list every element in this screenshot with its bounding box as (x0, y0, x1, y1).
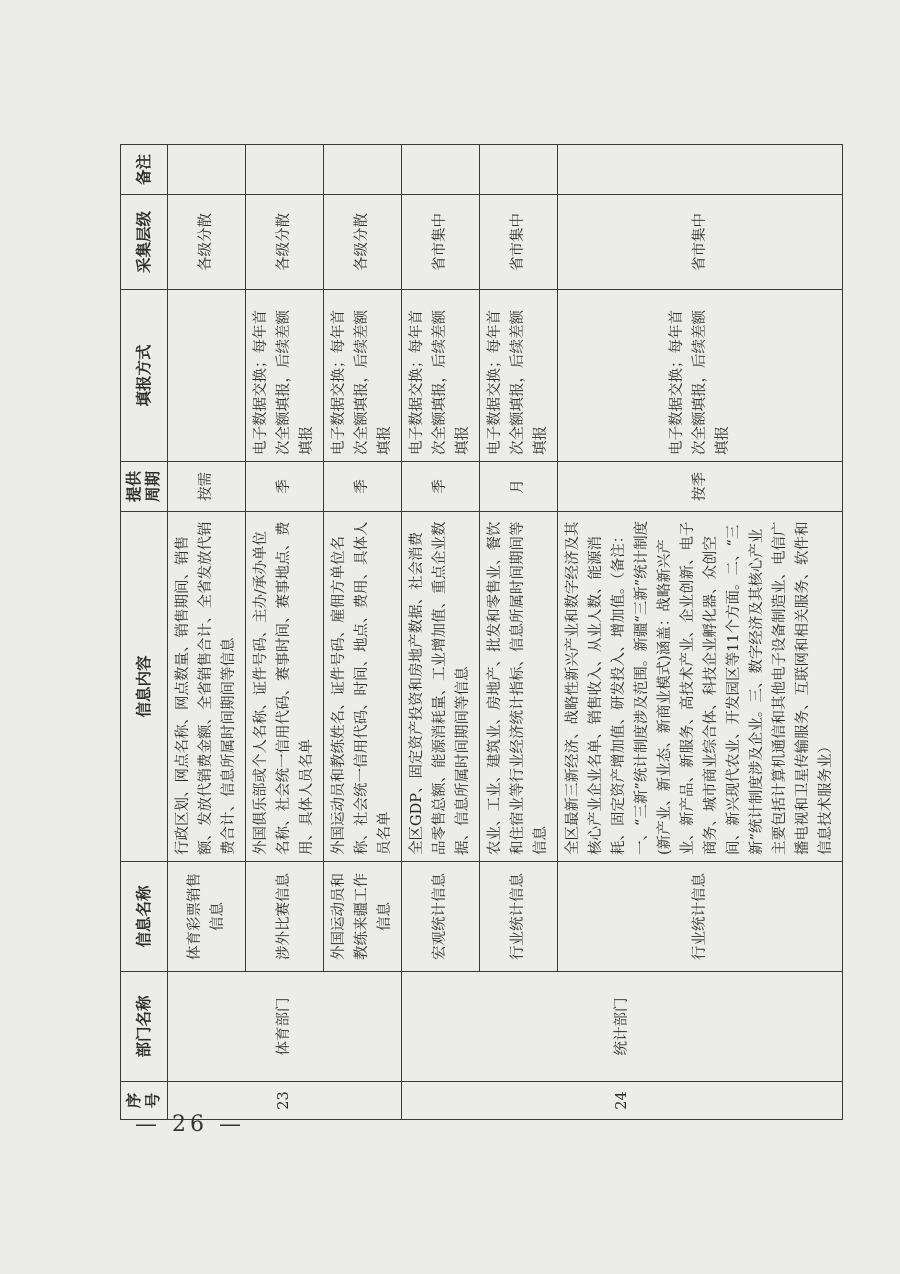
cell-note (480, 145, 558, 195)
cell-info-name: 外国运动员和教练来疆工作信息 (324, 862, 402, 972)
cell-method (168, 290, 246, 462)
cell-period: 季 (246, 462, 324, 512)
cell-level: 各级分散 (246, 195, 324, 290)
cell-info-content: 行政区划、网点名称、网点数量、销售期间、销售额、发放代销费金额、全省销售合计、全省发放代销费合计、信息所属时间期间等信息 (168, 512, 246, 862)
page-number: — 26 — (135, 1112, 245, 1137)
cell-period: 季 (402, 462, 480, 512)
cell-info-name: 行业统计信息 (558, 862, 843, 972)
cell-period: 按季 (558, 462, 843, 512)
header-department: 部门名称 (121, 972, 168, 1082)
cell-level: 省市集中 (558, 195, 843, 290)
cell-index: 24 (402, 1082, 843, 1120)
cell-info-content: 外国俱乐部或个人名称、证件号码、主办/承办单位名称、社会统一信用代码、赛事时间、赛事地点、费用、具体人员名单 (246, 512, 324, 862)
cell-info-content: 农业、工业、建筑业、房地产、批发和零售业、餐饮和住宿业等行业经济统计指标、信息所属时间期间等信息 (480, 512, 558, 862)
cell-period: 月 (480, 462, 558, 512)
cell-info-name: 涉外比赛信息 (246, 862, 324, 972)
header-info-name: 信息名称 (121, 862, 168, 972)
cell-note (402, 145, 480, 195)
cell-info-name: 体育彩票销售信息 (168, 862, 246, 972)
cell-period: 季 (324, 462, 402, 512)
info-table (120, 144, 843, 1120)
rotated-table-wrapper (120, 145, 834, 1120)
cell-note (246, 145, 324, 195)
header-period: 提供周期 (121, 462, 168, 512)
cell-info-content: 全区最新三新经济、战略性新兴产业和数字经济及其核心产业企业名单、销售收入、从业人数、能源消耗、固定资产增加值、研发投入、增加值。（备注：一、“三新”统计制度涉及范围。新疆“三新”统计制度(新产业、新业态、新商业模式)涵盖：战略新兴产业、新产品、新服务、高技术产业、企业创新、电子商务、城市商业综合体、科技企业孵化器、众创空间、新兴现代农业、开发园区等11个方面。二、“三新”统计制度涉及企业。三、数字经济及其核心产业主要包括计算机通信和其他电子设备制造业、电信广播电视和卫星传输服务、互联网和相关服务、软件和信息技术服务业） (558, 512, 843, 862)
cell-info-name: 宏观统计信息 (402, 862, 480, 972)
cell-method: 电子数据交换；每年首次全额填报，后续差额填报 (324, 290, 402, 462)
header-index: 序号 (121, 1082, 168, 1120)
cell-index: 23 (168, 1082, 402, 1120)
cell-note (324, 145, 402, 195)
cell-department: 统计部门 (402, 972, 843, 1082)
table-row (168, 145, 246, 1120)
header-level: 采集层级 (121, 195, 168, 290)
header-note: 备注 (121, 145, 168, 195)
table-header-row (121, 145, 168, 1120)
cell-note (558, 145, 843, 195)
cell-level: 各级分散 (324, 195, 402, 290)
cell-method: 电子数据交换；每年首次全额填报，后续差额填报 (480, 290, 558, 462)
cell-method: 电子数据交换；每年首次全额填报，后续差额填报 (402, 290, 480, 462)
cell-period: 按需 (168, 462, 246, 512)
cell-info-content: 全区GDP、固定资产投资和房地产数据、社会消费品零售总额、能源消耗量、工业增加值、重点企业数据、信息所属时间期间等信息 (402, 512, 480, 862)
cell-info-content: 外国运动员和教练姓名、证件号码、雇佣方单位名称、社会统一信用代码、时间、地点、费用、具体人员名单 (324, 512, 402, 862)
cell-info-name: 行业统计信息 (480, 862, 558, 972)
cell-department: 体育部门 (168, 972, 402, 1082)
cell-note (168, 145, 246, 195)
cell-level: 省市集中 (480, 195, 558, 290)
cell-method: 电子数据交换；每年首次全额填报，后续差额填报 (558, 290, 843, 462)
table-row (402, 145, 480, 1120)
cell-level: 省市集中 (402, 195, 480, 290)
header-method: 填报方式 (121, 290, 168, 462)
cell-level: 各级分散 (168, 195, 246, 290)
header-info-content: 信息内容 (121, 512, 168, 862)
cell-method: 电子数据交换；每年首次全额填报，后续差额填报 (246, 290, 324, 462)
